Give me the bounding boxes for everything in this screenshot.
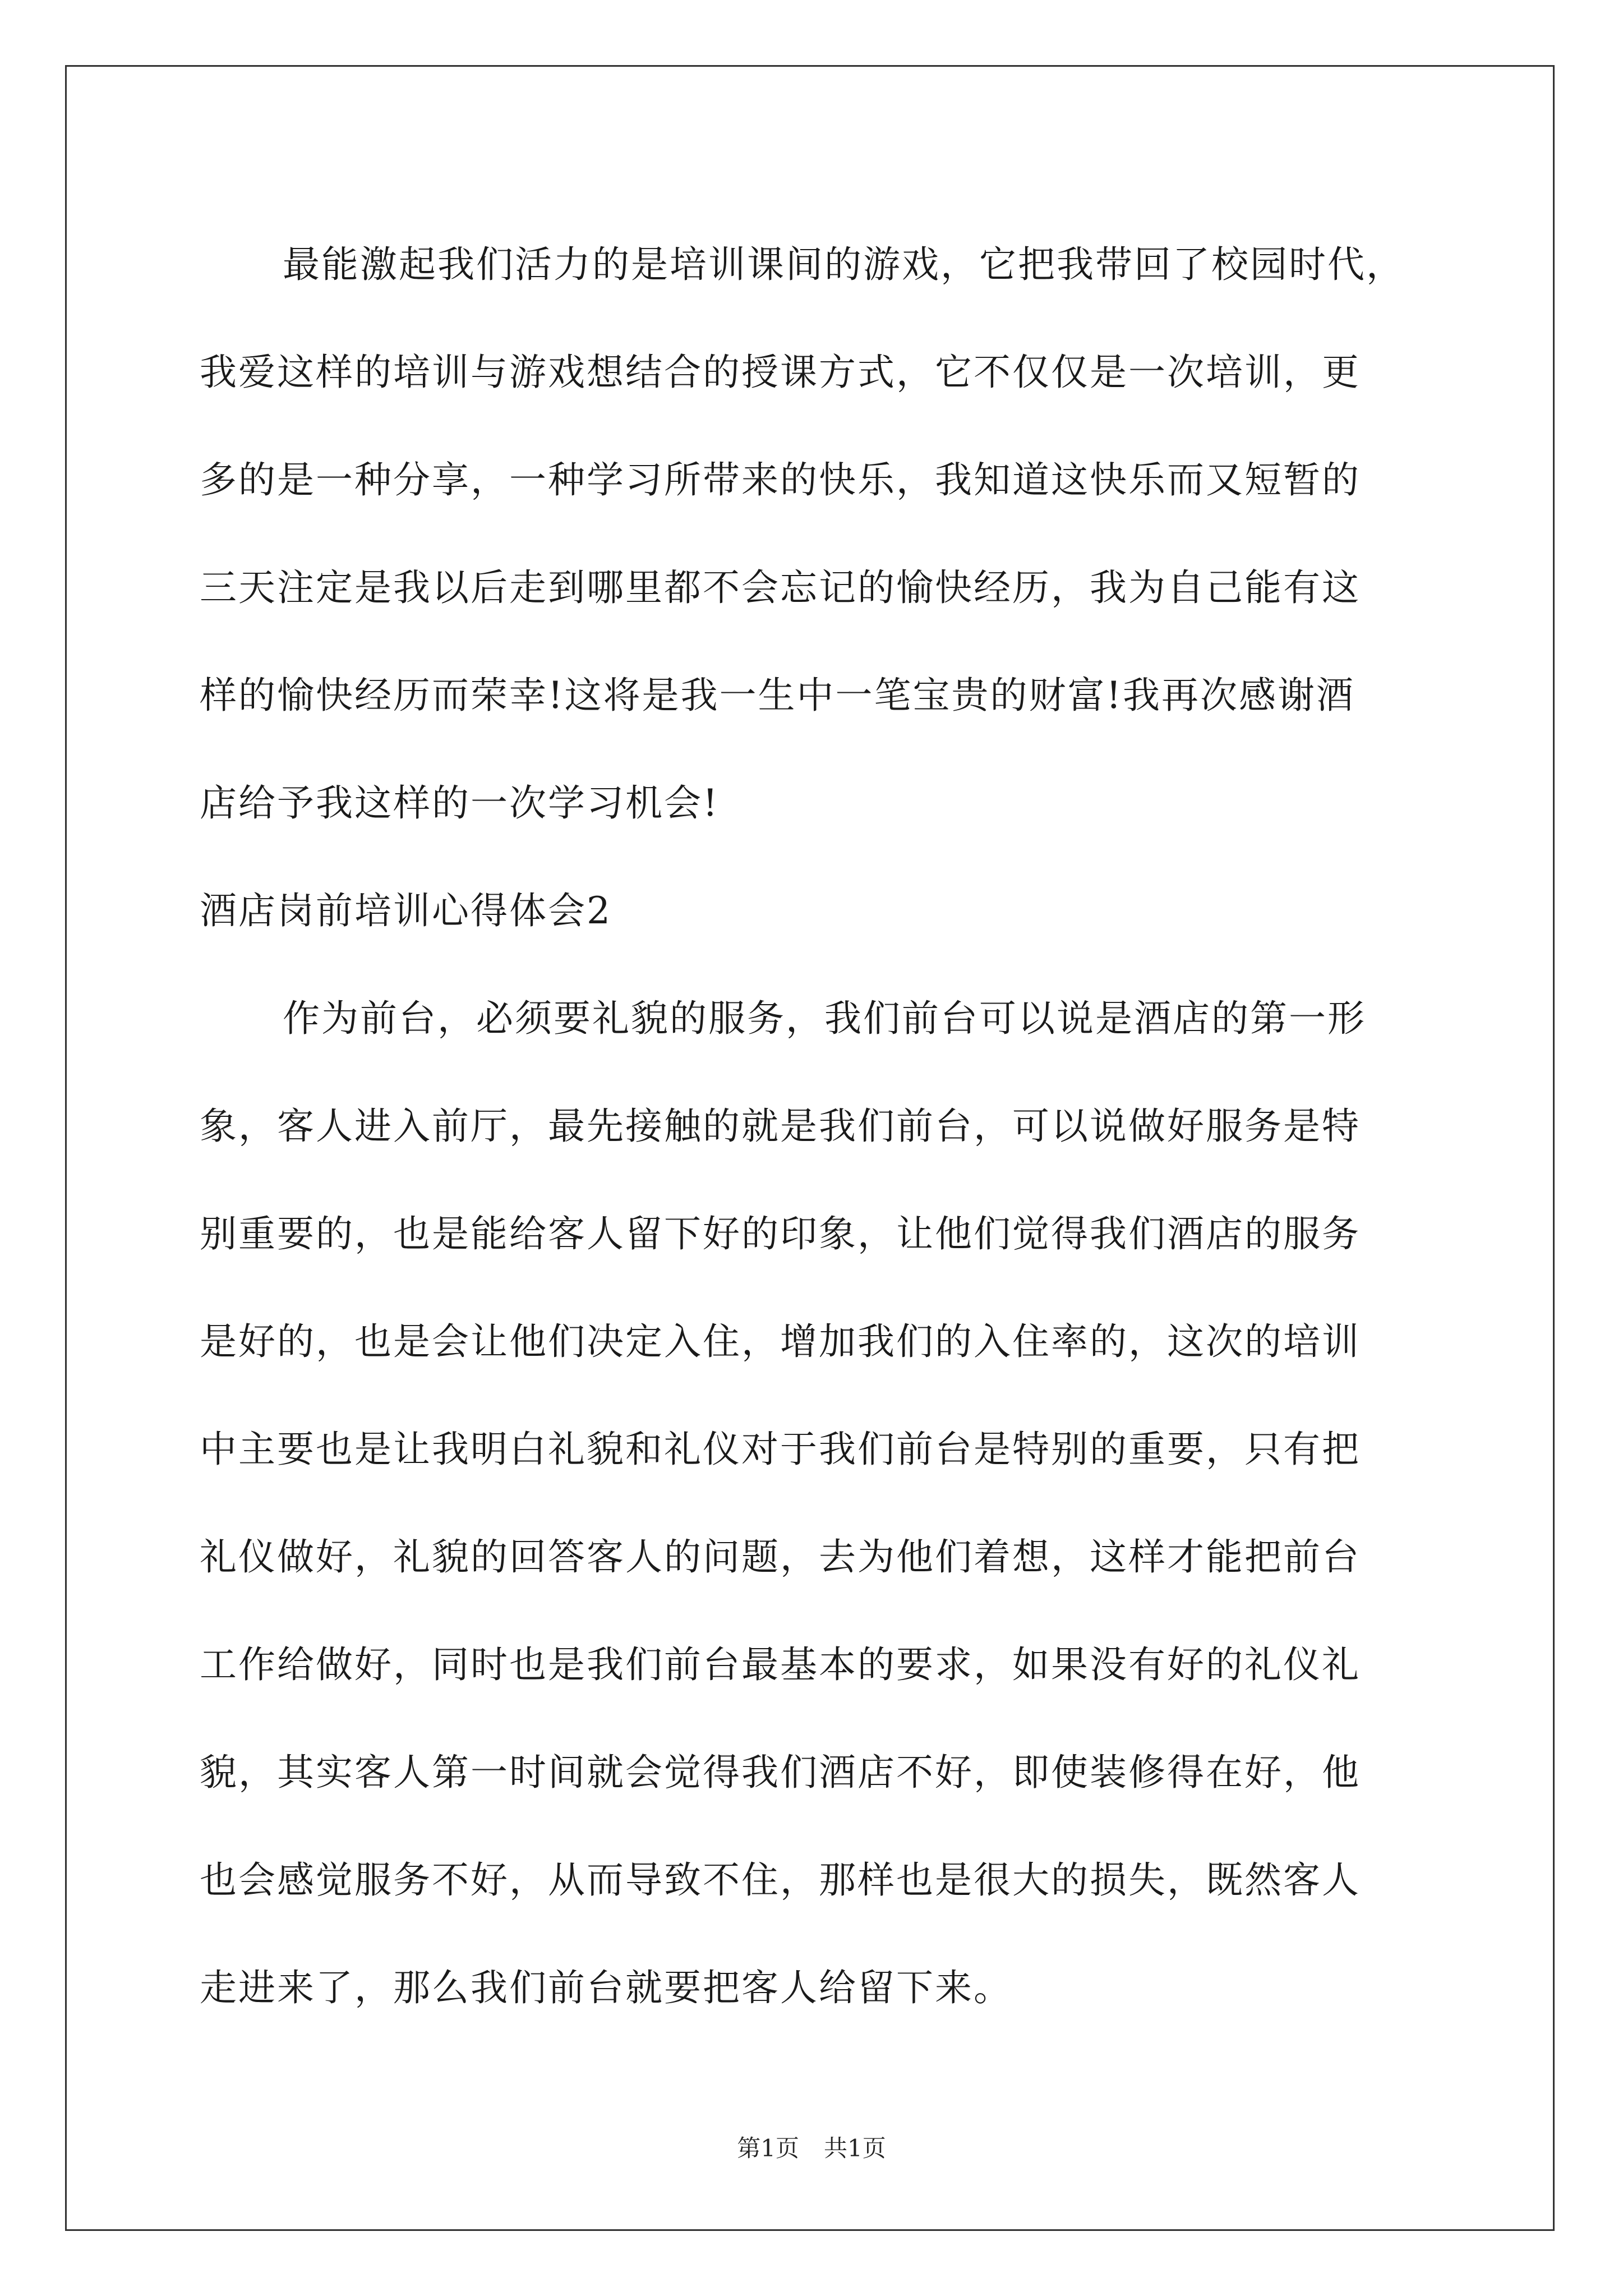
paragraph-line: 工作给做好，同时也是我们前台最基本的要求，如果没有好的礼仪礼 [200,1643,1361,1686]
paragraph-line: 貌，其实客人第一时间就会觉得我们酒店不好，即使装修得在好，他 [200,1751,1361,1794]
document-body [200,211,1433,2042]
page-number: 第1页 [737,2134,799,2162]
section-heading: 酒店岗前培训心得体会2 [200,889,612,932]
paragraph-line: 样的愉快经历而荣幸!这将是我一生中一笔宝贵的财富!我再次感谢酒 [200,674,1355,717]
paragraph-line: 别重要的，也是能给客人留下好的印象，让他们觉得我们酒店的服务 [200,1212,1361,1255]
paragraph-line: 是好的，也是会让他们决定入住，增加我们的入住率的，这次的培训 [200,1320,1361,1363]
paragraph-line: 中主要也是让我明白礼貌和礼仪对于我们前台是特别的重要，只有把 [200,1428,1361,1471]
paragraph-line: 我爱这样的培训与游戏想结合的授课方式，它不仅仅是一次培训，更 [200,351,1361,394]
paragraph-line: 礼仪做好，礼貌的回答客人的问题，去为他们着想，这样才能把前台 [200,1535,1361,1579]
paragraph-line: 作为前台，必须要礼貌的服务，我们前台可以说是酒店的第一形 [283,997,1366,1040]
paragraph-line: 也会感觉服务不好，从而导致不住，那样也是很大的损失，既然客人 [200,1858,1361,1902]
paragraph-line: 多的是一种分享，一种学习所带来的快乐，我知道这快乐而又短暂的 [200,458,1361,501]
paragraph-line: 走进来了，那么我们前台就要把客人给留下来。 [200,1966,1012,2009]
paragraph-line: 店给予我这样的一次学习机会! [200,781,720,825]
paragraph-line: 象，客人进入前厅，最先接触的就是我们前台，可以说做好服务是特 [200,1105,1361,1148]
page-footer [0,2132,1623,2165]
paragraph-line: 三天注定是我以后走到哪里都不会忘记的愉快经历，我为自己能有这 [200,566,1361,609]
page-total: 共1页 [824,2134,886,2162]
paragraph-line: 最能激起我们活力的是培训课间的游戏，它把我带回了校园时代， [283,243,1405,286]
